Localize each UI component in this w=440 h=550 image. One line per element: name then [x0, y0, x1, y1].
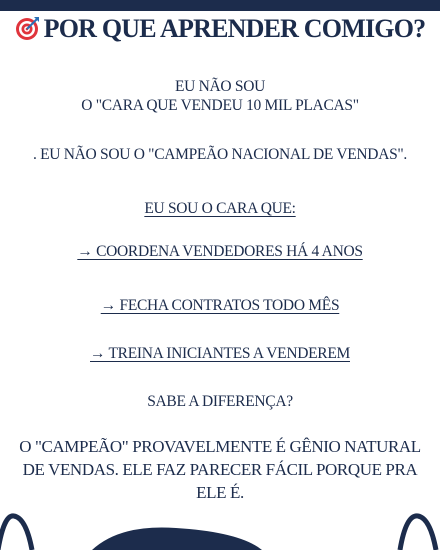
- identity-row-3: [0, 345, 440, 363]
- identity-heading: EU SOU O CARA QUE:: [144, 200, 296, 217]
- intro-line-3: . EU NÃO SOU O "CAMPEÃO NACIONAL DE VENDAS".: [32, 146, 408, 163]
- left-arc: [0, 516, 32, 550]
- intro-line-2: O "CARA QUE VENDEU 10 MIL PLACAS": [81, 97, 359, 114]
- identity-row-2: [0, 297, 440, 315]
- title-text: POR QUE APRENDER COMIGO?: [43, 14, 426, 43]
- closing-line-3: ELE É.: [196, 483, 244, 502]
- intro-line-1: EU NÃO SOU: [174, 78, 265, 95]
- right-arc: [400, 516, 436, 550]
- bottom-decoration: [0, 500, 440, 550]
- identity-item-fecha: → FECHA CONTRATOS TODO MÊS: [100, 297, 340, 314]
- top-bar: [0, 0, 440, 11]
- identity-row-1: [0, 243, 440, 261]
- center-wave: [92, 527, 262, 550]
- closing-line-1: O "CAMPEÃO" PROVAVELMENTE É GÊNIO NATURAL: [19, 437, 421, 456]
- question-text: SABE A DIFERENÇA?: [147, 393, 293, 410]
- page-title: [0, 14, 440, 44]
- closing-line-2: DE VENDAS. ELE FAZ PARECER FÁCIL PORQUE PRA: [22, 460, 418, 479]
- target-icon: [15, 15, 41, 41]
- identity-item-coordena: → COORDENA VENDEDORES HÁ 4 ANOS: [77, 243, 363, 260]
- identity-item-treina: → TREINA INICIANTES A VENDEREM: [90, 345, 350, 362]
- identity-heading-row: [0, 200, 440, 218]
